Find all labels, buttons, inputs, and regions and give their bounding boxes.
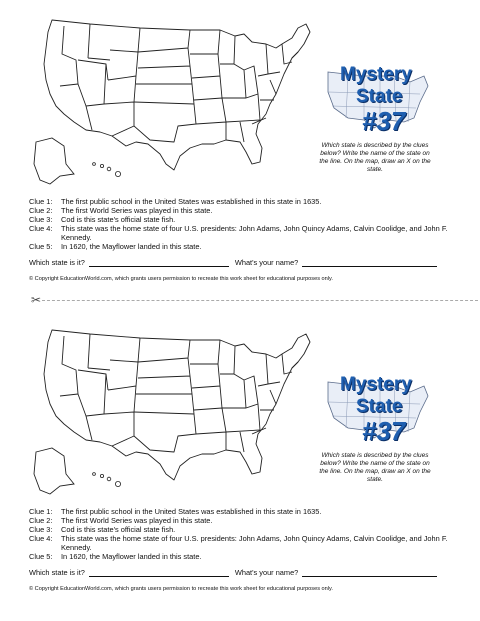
badge-word-mystery: Mystery — [340, 64, 412, 85]
instructions-text: Which state is described by the clues below? Write the name of the state on the line. On the map, draw an X on the state. — [319, 452, 431, 483]
mystery-state-badge — [324, 372, 434, 446]
clue-item: Clue 1: The first public school in the United States was established in this state in 1635. — [29, 197, 322, 206]
state-question-label: Which state is it? — [29, 258, 85, 267]
cut-line — [42, 300, 478, 301]
name-question-label: What's your name? — [234, 568, 299, 577]
clue-list — [29, 507, 459, 561]
badge-number: #37 — [362, 416, 406, 446]
badge-number: #37 — [362, 106, 406, 136]
clue-item: Clue 2: The first World Series was played in this state. — [29, 516, 213, 525]
badge-word-state: State — [356, 396, 403, 417]
badge-word-state: State — [356, 86, 403, 107]
clue-item: Clue 1: The first public school in the United States was established in this state in 1635. — [29, 507, 322, 516]
us-outline-map — [30, 14, 320, 189]
copyright-notice: © Copyright EducationWorld.com, which grants users permission to recreate this work sheet for educational purposes only. — [29, 276, 333, 282]
clue-item: Clue 4: This state was the home state of four U.S. presidents: John Adams, John Quincy Adams, Calvin Coolidge, and John F. Kennedy. — [29, 224, 448, 242]
clue-item: Clue 4: This state was the home state of four U.S. presidents: John Adams, John Quincy Adams, Calvin Coolidge, and John F. Kennedy. — [29, 534, 448, 552]
worksheet-bottom — [0, 310, 480, 610]
clue-item: Clue 5: In 1620, the Mayflower landed in this state. — [29, 242, 202, 251]
mystery-state-badge — [324, 62, 434, 136]
clue-list — [29, 197, 459, 251]
clue-item: Clue 3: Cod is this state's official state fish. — [29, 525, 176, 534]
answer-row — [29, 258, 459, 267]
copyright-notice: © Copyright EducationWorld.com, which grants users permission to recreate this work sheet for educational purposes only. — [29, 586, 333, 592]
clue-item: Clue 3: Cod is this state's official state fish. — [29, 215, 176, 224]
badge-word-mystery: Mystery — [340, 374, 412, 395]
name-question-label: What's your name? — [234, 258, 299, 267]
state-answer-line[interactable] — [89, 258, 229, 267]
state-question-label: Which state is it? — [29, 568, 85, 577]
scissors-icon: ✂ — [31, 293, 42, 307]
clue-item: Clue 2: The first World Series was played in this state. — [29, 206, 213, 215]
state-answer-line[interactable] — [89, 568, 229, 577]
us-outline-map — [30, 324, 320, 499]
answer-row — [29, 568, 459, 577]
worksheet-top — [0, 0, 480, 300]
name-answer-line[interactable] — [302, 568, 437, 577]
instructions-text: Which state is described by the clues below? Write the name of the state on the line. On the map, draw an X on the state. — [319, 142, 431, 173]
clue-item: Clue 5: In 1620, the Mayflower landed in this state. — [29, 552, 202, 561]
name-answer-line[interactable] — [302, 258, 437, 267]
